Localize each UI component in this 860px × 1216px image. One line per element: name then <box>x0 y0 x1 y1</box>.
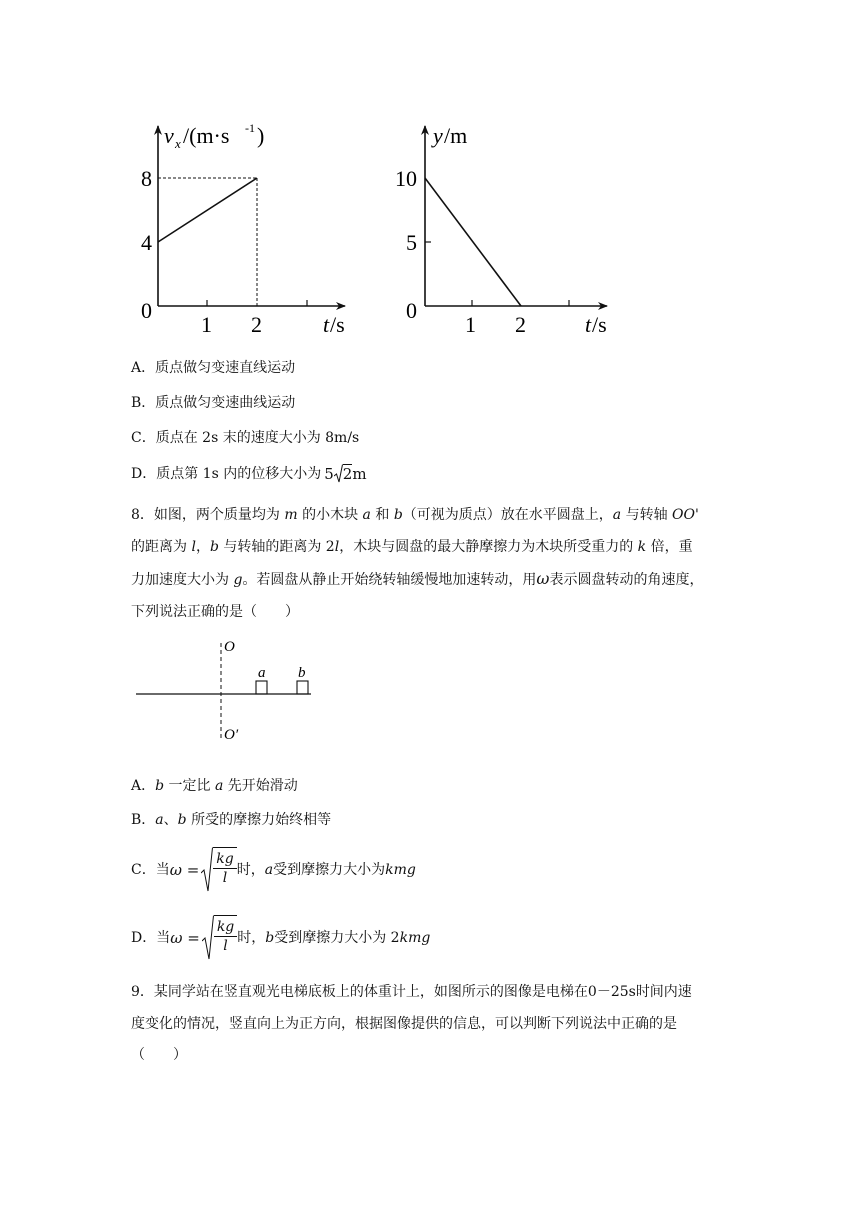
label-o-top: O <box>224 639 235 655</box>
x-tick-label-1: 1 <box>201 312 212 337</box>
q8-text: 与转轴的距离为 2 <box>218 538 335 555</box>
var-kmg: kmg <box>399 930 431 946</box>
q8-stem <box>131 500 731 628</box>
label-a: a <box>258 665 266 681</box>
q7-option-c: C．质点在 2s 末的速度大小为 8m/s <box>131 430 360 446</box>
var-a: a <box>612 507 622 523</box>
label-b: b <box>298 665 306 681</box>
var-a: a <box>155 812 164 828</box>
q8-text: 与转轴 <box>621 507 673 523</box>
var-kmg: kmg <box>385 862 416 878</box>
q8-text: 。若圆盘从静止开始绕转轴缓慢地加速转动，用 <box>242 572 537 588</box>
var-b: b <box>177 812 187 828</box>
q9-text: （ ） <box>131 1047 187 1063</box>
option-text: 时， <box>236 862 265 878</box>
time-range: 0－25s <box>587 984 636 1000</box>
x-label-unit: /s <box>592 312 607 337</box>
series-line <box>158 178 257 242</box>
option-text: 先开始滑动 <box>223 778 298 794</box>
q7-option-b: B．质点做匀变速曲线运动 <box>131 395 296 411</box>
q9-text: 时间内速 <box>635 984 692 1000</box>
fraction <box>214 918 237 955</box>
option-text: 受到摩擦力大小为 <box>273 862 386 878</box>
q7-option-d-text: D．质点第 1s 内的位移大小为 <box>131 466 322 482</box>
q8-text: 的距离为 <box>131 538 192 555</box>
var-a: a <box>362 507 371 523</box>
q7-option-d-radicand: 2 <box>342 465 353 483</box>
x-label-t: t <box>585 312 592 337</box>
q9-stem <box>131 977 731 1072</box>
option-text: 时， <box>237 930 266 946</box>
fraction <box>213 850 236 887</box>
block-a <box>256 681 267 694</box>
x-tick-label-2: 2 <box>515 312 526 337</box>
fraction-numerator: kg <box>214 918 237 937</box>
option-text: A． <box>131 778 156 794</box>
var-omega: ω <box>536 569 550 588</box>
y-label-unit: /m <box>444 123 468 148</box>
option-text: 、 <box>163 812 178 828</box>
q7-option-d <box>131 464 367 484</box>
fraction-denominator: l <box>222 870 228 886</box>
y-tick-label-5: 5 <box>406 230 417 255</box>
q8-text: ，木块与圆盘的最大静摩擦力为木块所受重力的 <box>339 538 638 555</box>
var-g: g <box>233 572 243 588</box>
var-m: m <box>284 507 298 523</box>
x-label-unit: /s <box>330 312 345 337</box>
option-text: 受到摩擦力大小为 2 <box>274 930 400 946</box>
x-tick-label-1: 1 <box>465 312 476 337</box>
q8-text: 8．如图，两个质量均为 <box>131 507 285 523</box>
x-tick-label-2: 2 <box>251 312 262 337</box>
y-tick-label-4: 4 <box>141 230 152 255</box>
sqrt-symbol <box>201 847 236 893</box>
q8-option-c <box>131 846 416 894</box>
option-text: D．当 <box>131 930 171 946</box>
label-o-bottom: O′ <box>224 727 239 743</box>
q8-option-d <box>131 914 430 962</box>
sqrt-symbol <box>334 464 353 484</box>
q8-text: 倍，重 <box>646 538 693 555</box>
var-b: b <box>393 507 403 523</box>
fraction-denominator: l <box>223 938 228 954</box>
q8-option-a <box>131 776 298 796</box>
x-label-t: t <box>323 312 330 337</box>
q8-text: （可视为质点）放在水平圆盘上， <box>402 507 613 523</box>
q8-text: ， <box>195 538 210 555</box>
y-label-close: ) <box>257 123 265 148</box>
vx-t-graph <box>130 118 370 343</box>
var-b: b <box>209 538 219 555</box>
var-l: l <box>191 538 196 555</box>
q8-text: 表示圆盘转动的角速度， <box>549 572 704 588</box>
var-b: b <box>155 778 165 794</box>
y-label-var: y <box>433 123 443 148</box>
q7-option-d-coef: 5 <box>324 465 334 483</box>
q7-option-d-unit: m <box>352 465 367 483</box>
y-t-graph <box>395 118 620 343</box>
q9-text: 度变化的情况，竖直向上为正方向，根据图像提供的信息，可以判断下列说法中正确的是 <box>131 1015 677 1032</box>
q7-option-a: A．质点做匀变速直线运动 <box>131 360 296 376</box>
y-tick-label-10: 10 <box>395 166 417 191</box>
sqrt-symbol <box>202 915 237 961</box>
q8-option-b <box>131 810 331 830</box>
y-label-unit: /(m·s <box>183 123 230 148</box>
y-label-v: v <box>164 123 174 148</box>
series-line <box>425 178 521 306</box>
var-axis: OO' <box>672 507 699 523</box>
var-a: a <box>215 778 224 794</box>
omega-equals: ω = <box>169 861 200 879</box>
q9-text: 9．某同学站在竖直观光电梯底板上的体重计上，如图所示的图像是电梯在 <box>131 984 588 1000</box>
q8-text: 下列说法正确的是（ ） <box>131 603 299 620</box>
y-tick-label-0: 0 <box>406 298 417 323</box>
q8-text: 和 <box>370 507 394 523</box>
omega-equals: ω = <box>170 929 200 947</box>
y-label-exp: -1 <box>245 121 255 135</box>
option-text: B． <box>131 812 156 828</box>
option-text: 一定比 <box>164 778 215 794</box>
q8-text: 力加速度大小为 <box>131 572 234 588</box>
var-a: a <box>264 862 274 878</box>
var-b: b <box>265 930 275 946</box>
fraction-numerator: kg <box>213 850 236 869</box>
option-text: C．当 <box>131 862 170 878</box>
block-b <box>297 681 308 694</box>
y-tick-label-8: 8 <box>141 166 152 191</box>
disk-diagram <box>133 635 323 745</box>
var-k: k <box>637 538 647 555</box>
q8-text: 的小木块 <box>297 507 363 523</box>
y-tick-label-0: 0 <box>141 298 152 323</box>
var-l: l <box>334 538 340 555</box>
option-text: 所受的摩擦力始终相等 <box>186 812 332 828</box>
y-label-sub: x <box>175 136 181 151</box>
